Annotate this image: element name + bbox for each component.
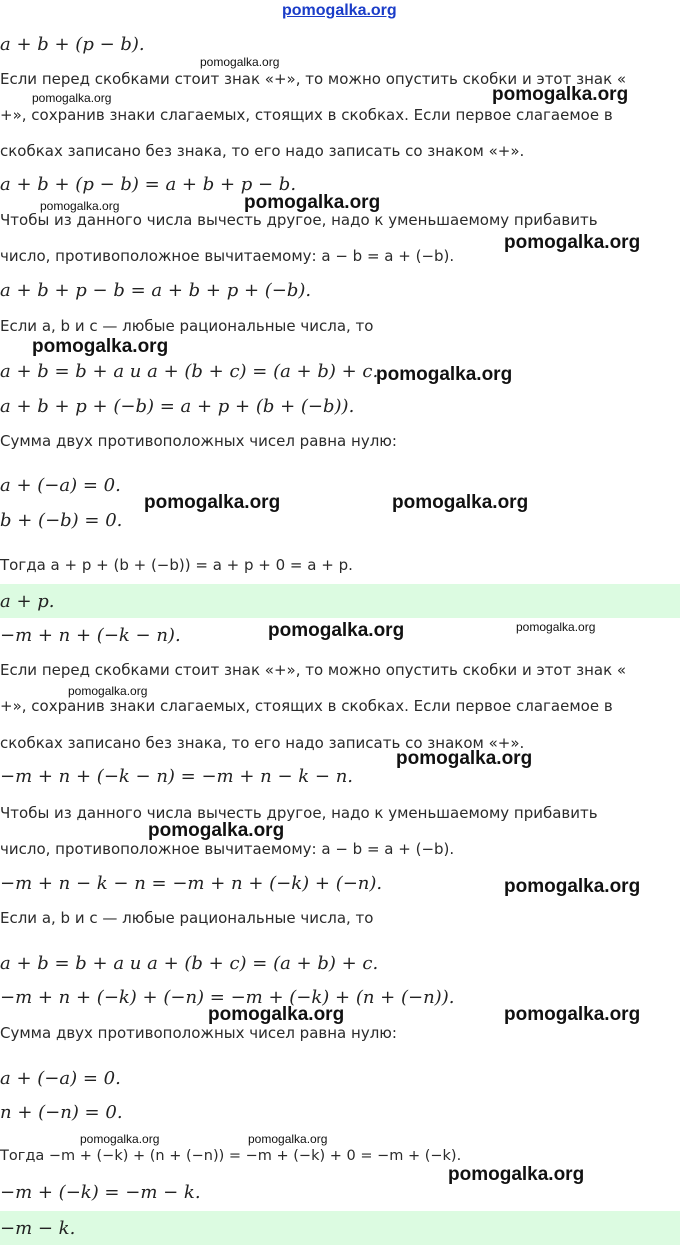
answer-highlight-1 — [0, 584, 680, 618]
watermark: pomogalka.org — [268, 620, 405, 641]
text-line: Если перед скобками стоит знак «+», то можно опустить скобки и этот знак « — [0, 70, 627, 88]
watermark: pomogalka.org — [40, 199, 120, 213]
formula-line: a + (−a) = 0. — [0, 475, 121, 496]
formula-line: a + b = b + a и a + (b + c) = (a + b) + c. — [0, 361, 379, 382]
text-line: Чтобы из данного числа вычесть другое, надо к уменьшаемому прибавить — [0, 211, 598, 229]
formula-line: a + b + (p − b) = a + b + p − b. — [0, 174, 297, 195]
watermark: pomogalka.org — [208, 1004, 345, 1025]
text-line: скобках записано без знака, то его надо записать со знаком «+». — [0, 734, 525, 752]
text-line: Сумма двух противоположных чисел равна нулю: — [0, 1024, 397, 1042]
text-line: Тогда −m + (−k) + (n + (−n)) = −m + (−k) + 0 = −m + (−k). — [0, 1148, 462, 1164]
watermark: pomogalka.org — [244, 192, 381, 213]
formula-line: b + (−b) = 0. — [0, 510, 123, 531]
text-line: Если a, b и c — любые рациональные числа, то — [0, 317, 374, 335]
answer-line: −m − k. — [0, 1218, 76, 1239]
text-line: Тогда a + p + (b + (−b)) = a + p + 0 = a + p. — [0, 556, 353, 574]
formula-line: n + (−n) = 0. — [0, 1102, 123, 1123]
header-watermark-link[interactable]: pomogalka.org — [282, 2, 397, 19]
watermark: pomogalka.org — [376, 364, 513, 385]
watermark: pomogalka.org — [492, 84, 629, 105]
watermark: pomogalka.org — [144, 492, 281, 513]
text-line: +», сохранив знаки слагаемых, стоящих в скобках. Если первое слагаемое в — [0, 697, 613, 715]
formula-line: a + (−a) = 0. — [0, 1068, 121, 1089]
watermark: pomogalka.org — [32, 336, 169, 357]
watermark: pomogalka.org — [504, 1004, 641, 1025]
watermark: pomogalka.org — [516, 620, 596, 634]
text-line: +», сохранив знаки слагаемых, стоящих в скобках. Если первое слагаемое в — [0, 106, 613, 124]
watermark: pomogalka.org — [148, 820, 285, 841]
watermark: pomogalka.org — [392, 492, 529, 513]
watermark: pomogalka.org — [396, 748, 533, 769]
text-line: число, противоположное вычитаемому: a − b = a + (−b). — [0, 840, 455, 858]
formula-line: −m + n − k − n = −m + n + (−k) + (−n). — [0, 873, 383, 894]
text-line: скобках записано без знака, то его надо записать со знаком «+». — [0, 142, 525, 160]
formula-line: −m + n + (−k − n) = −m + n − k − n. — [0, 766, 354, 787]
text-line: Если a, b и c — любые рациональные числа, то — [0, 909, 374, 927]
answer-line: a + p. — [0, 591, 55, 612]
formula-line: −m + (−k) = −m − k. — [0, 1182, 201, 1203]
formula-line: −m + n + (−k − n). — [0, 625, 181, 646]
watermark: pomogalka.org — [448, 1164, 585, 1185]
formula-line: a + b + p + (−b) = a + p + (b + (−b)). — [0, 396, 355, 417]
watermark: pomogalka.org — [248, 1132, 328, 1146]
formula-line: a + b + (p − b). — [0, 34, 145, 55]
watermark: pomogalka.org — [32, 91, 112, 105]
text-line: Сумма двух противоположных чисел равна нулю: — [0, 432, 397, 450]
watermark: pomogalka.org — [504, 232, 641, 253]
text-line: число, противоположное вычитаемому: a − b = a + (−b). — [0, 247, 455, 265]
watermark: pomogalka.org — [68, 684, 148, 698]
watermark: pomogalka.org — [80, 1132, 160, 1146]
formula-line: a + b = b + a и a + (b + c) = (a + b) + c. — [0, 953, 379, 974]
text-line: Если перед скобками стоит знак «+», то можно опустить скобки и этот знак « — [0, 661, 627, 679]
text-line: Чтобы из данного числа вычесть другое, надо к уменьшаемому прибавить — [0, 804, 598, 822]
answer-highlight-2 — [0, 1211, 680, 1245]
watermark: pomogalka.org — [200, 55, 280, 69]
watermark: pomogalka.org — [504, 876, 641, 897]
formula-line: −m + n + (−k) + (−n) = −m + (−k) + (n + (−n)). — [0, 987, 455, 1008]
formula-line: a + b + p − b = a + b + p + (−b). — [0, 280, 312, 301]
